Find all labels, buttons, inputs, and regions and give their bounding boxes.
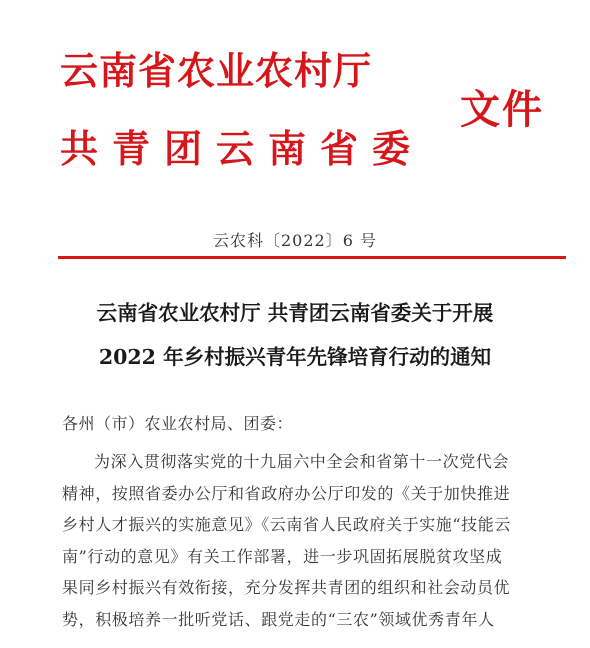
body-line: 南”行动的意见》有关工作部署，进一步巩固拓展脱贫攻坚成 [62,546,503,566]
body-line: 果同乡村振兴有效衔接，充分发挥共青团的组织和社会动员优 [62,578,511,598]
document-title-line-2: 2022 年乡村振兴青年先锋培育行动的通知 [98,345,492,369]
red-divider-line [58,256,566,259]
body-line: 为深入贯彻落实党的十九届六中全会和省第十一次党代会 [94,452,510,471]
issuer-youth-league: 共青团云南省委 [60,127,425,171]
body-paragraph [62,446,554,636]
document-title-line-1: 云南省农业农村厅 共青团云南省委关于开展 [96,301,494,325]
body-line: 势，积极培养一批听党话、跟党走的“三农”领域优秀青年人 [62,609,495,629]
body-line: 乡村人才振兴的实施意见》《云南省人民政府关于实施“技能云 [62,515,511,535]
document-type-label: 文件 [460,87,544,133]
addressee: 各州（市）农业农村局、团委： [62,414,294,433]
body-line: 精神，按照省委办公厅和省政府办公厅印发的《关于加快推进 [62,483,511,503]
document-number: 云农科〔2022〕6 号 [213,231,377,250]
issuer-agriculture-department: 云南省农业农村厅 [60,49,373,93]
